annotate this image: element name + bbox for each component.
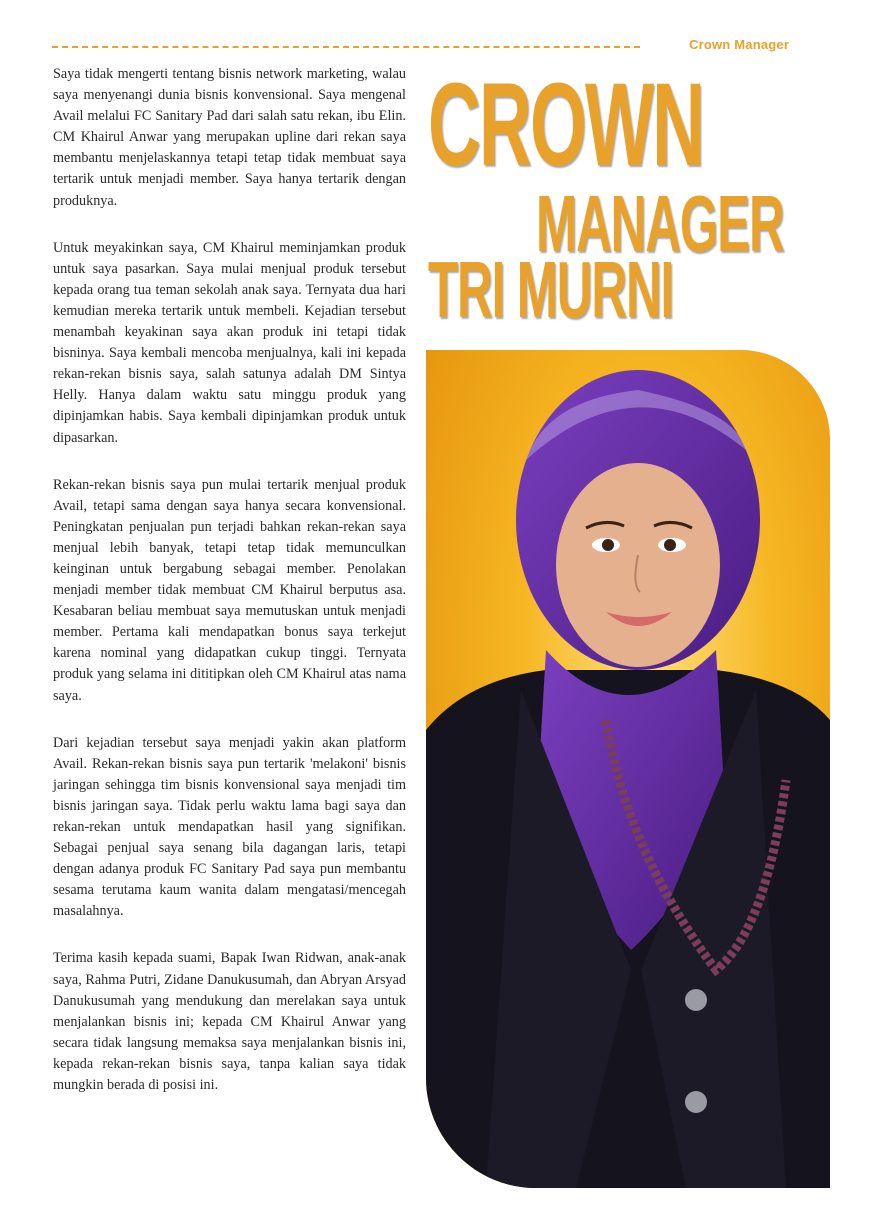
header-dashed-rule [52,46,640,48]
portrait-illustration [426,350,830,1188]
title-line-manager: MANAGER [536,179,784,268]
article-body [53,64,406,1122]
pupil-right [664,539,676,551]
paragraph-4: Dari kejadian tersebut saya menjadi yakin akan platform Avail. Rekan-rekan bisnis saya pun tertarik 'melakoni' bisnis jaringan sehingga tim bisnis konvensional saya menjadi tim bisnis jaringan saya. Tidak perlu waktu lama bagi saya dan rekan-rekan untuk mendapatkan hasil yang signifikan. Sebagai penjual saya senang bila dagangan laris, tetapi dengan adanya produk FC Sanitary Pad saya pun membantu sesama terutama kaum wanita dalam mengatasi/mencegah masalahnya. [53,734,406,920]
paragraph-3: Rekan-rekan bisnis saya pun mulai tertarik menjual produk Avail, tetapi sama dengan saya hanya secara konvensional. Peningkatan penjualan pun terjadi bahkan rekan-rekan saya menjual lebih banyak, tetapi tetap tidak memunculkan keinginan untuk bergabung sebagai member. Penolakan menjadi member tidak membuat CM Khairul berputus asa. Kesabaran beliau membuat saya memutuskan untuk menjadi member. Pertama kali mendapatkan bonus saya terkejut karena nominal yang didapatkan cukup tinggi. Ternyata produk yang selama ini dititipkan oleh CM Khairul atas nama saya. [53,476,406,704]
pupil-left [602,539,614,551]
section-label: Crown Manager [689,37,790,52]
paragraph-2: Untuk meyakinkan saya, CM Khairul meminjamkan produk untuk saya pasarkan. Saya mulai menjual produk tersebut kepada orang tua teman sekolah anak saya. Ternyata dua hari kemudian mereka tertarik untuk membeli. Kejadian tersebut menambah keyakinan saya akan produk ini tetapi tidak bisninya. Saya kembali mencoba menjualnya, kali ini kepada rekan-rekan bisnis saya, salah satunya adalah DM Sintya Helly. Hanya dalam waktu satu minggu produk yang dipinjamkan habis. Saya kembali dipinjamkan produk untuk dipasarkan. [53,239,406,446]
paragraph-5: Terima kasih kepada suami, Bapak Iwan Ridwan, anak-anak saya, Rahma Putri, Zidane Danukusumah, dan Abryan Arsyad Danukusumah yang mendukung dan merelakan saya untuk menjalankan bisnis ini; kepada CM Khairul Anwar yang secara tidak langsung memaksa saya menjalankan bisnis ini, kepada rekan-rekan bisnis saya, tanpa kalian saya tidak mungkin berada di posisi ini. [53,950,406,1094]
paragraph-1: Saya tidak mengerti tentang bisnis network marketing, walau saya menyenangi dunia bisnis konvensional. Saya mengenal Avail melalui FC Sanitary Pad dari salah satu rekan, ibu Elin. CM Khairul Anwar yang merupakan upline dari rekan saya membantu menjelaskannya tetapi tetap tidak membuat saya tertarik untuk menjadi member. Saya hanya tertarik dengan produknya. [53,66,406,209]
portrait-photo [426,350,830,1188]
title-line-name: TRI MURNI [428,245,674,334]
title-line-crown: CROWN [428,59,704,191]
face [556,463,720,667]
jacket-button-1 [685,989,707,1011]
jacket-button-2 [685,1091,707,1113]
